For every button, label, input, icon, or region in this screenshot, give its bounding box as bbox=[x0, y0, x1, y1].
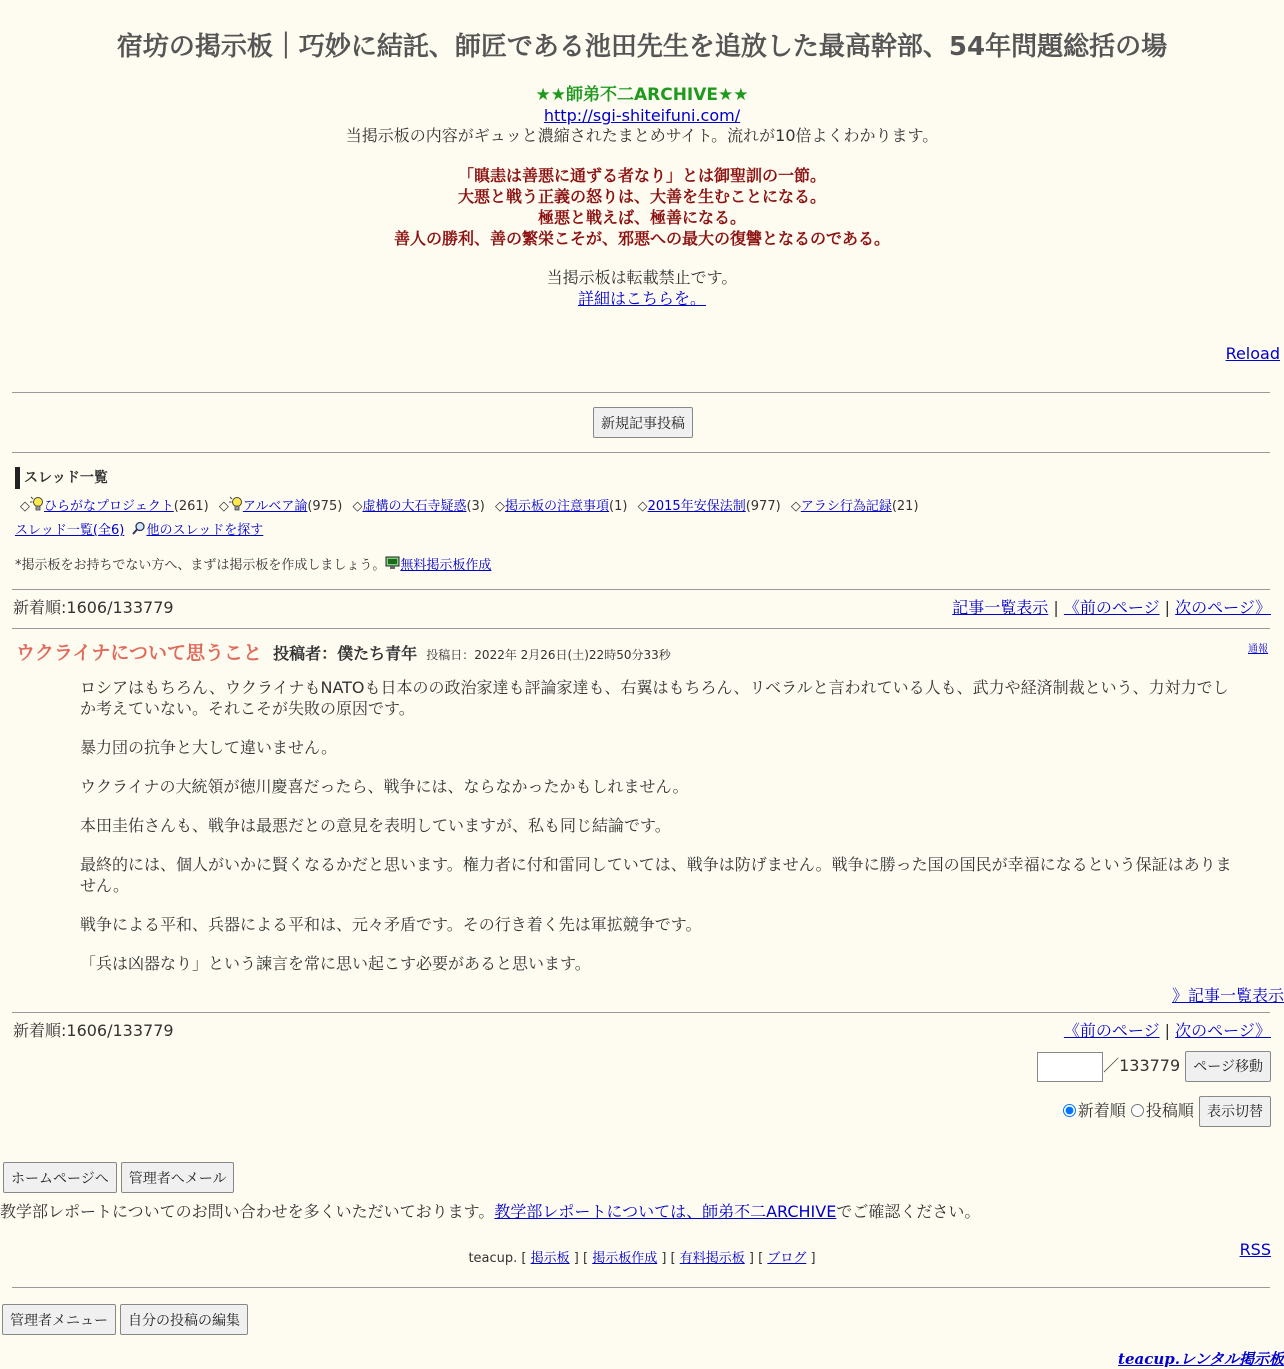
post-header bbox=[16, 641, 671, 667]
divider bbox=[12, 1012, 1270, 1013]
thread-actions bbox=[15, 521, 263, 541]
divider bbox=[12, 628, 1270, 629]
monitor-icon bbox=[385, 556, 400, 570]
teacup-brand-link[interactable]: teacup.レンタル掲示板 bbox=[1118, 1350, 1284, 1368]
thread-item: ◇ アルベア論(975) bbox=[219, 499, 342, 514]
thread-count: (21) bbox=[891, 499, 919, 514]
teacup-links: teacup. [ 掲示板 ] [ 掲示板作成 ] [ 有料掲示板 ] [ ブログ ] bbox=[468, 1251, 816, 1266]
inquiry-text-end: でご確認ください。 bbox=[836, 1202, 981, 1221]
page-total: ／133779 bbox=[1103, 1056, 1181, 1075]
thread-item: ◇虚構の大石寺疑惑(3) bbox=[352, 499, 485, 514]
inquiry-text: 教学部レポートについてのお問い合わせを多くいただいております。 bbox=[0, 1202, 495, 1221]
order-new-radio[interactable] bbox=[1063, 1104, 1076, 1117]
thread-link[interactable]: アラシ行為記録 bbox=[800, 499, 892, 514]
mail-admin-button[interactable]: 管理者へメール bbox=[121, 1162, 235, 1193]
reprint-notice: 当掲示板は転載禁止です。 bbox=[546, 268, 738, 287]
thread-item: ◇掲示板の注意事項(1) bbox=[495, 499, 628, 514]
quote-block bbox=[0, 165, 1284, 249]
thread-count: (977) bbox=[745, 499, 781, 514]
all-threads-link[interactable]: スレッド一覧(全6) bbox=[15, 523, 125, 538]
thread-link[interactable]: 2015年安保法制 bbox=[647, 499, 746, 514]
footer-buttons bbox=[3, 1162, 238, 1193]
separator: | bbox=[1164, 598, 1171, 617]
post-article-list-link[interactable]: 》記事一覧表示 bbox=[1171, 986, 1284, 1005]
archive-url-link[interactable]: http://sgi-shiteifuni.com/ bbox=[543, 106, 741, 125]
new-post-button[interactable]: 新規記事投稿 bbox=[593, 407, 693, 438]
reload-link[interactable]: Reload bbox=[1225, 344, 1280, 363]
divider bbox=[12, 589, 1270, 590]
prev-page-link[interactable]: 《前のページ bbox=[1063, 1021, 1160, 1040]
quote-line: 極悪と戦えば、極善になる。 bbox=[537, 208, 746, 227]
thread-item: ◇ ひらがなプロジェクト(261) bbox=[20, 499, 209, 514]
next-page-link[interactable]: 次のページ》 bbox=[1175, 1021, 1271, 1040]
thread-item: ◇2015年安保法制(977) bbox=[637, 499, 781, 514]
order-post-radio[interactable] bbox=[1131, 1104, 1144, 1117]
search-threads-link[interactable]: 他のスレッドを探す bbox=[146, 523, 264, 538]
teacup-paid-link[interactable]: 有料掲示板 bbox=[679, 1251, 745, 1266]
notice-details-link[interactable]: 詳細はこちらを。 bbox=[577, 289, 706, 308]
teacup-create-link[interactable]: 掲示板作成 bbox=[592, 1251, 658, 1266]
create-board-text: *掲示板をお持ちでない方へ、まずは掲示板を作成しましょう。 bbox=[15, 558, 386, 573]
thread-count: (3) bbox=[466, 499, 485, 514]
toggle-display-button[interactable]: 表示切替 bbox=[1199, 1096, 1271, 1127]
thread-link[interactable]: アルベア論 bbox=[242, 499, 308, 514]
divider bbox=[12, 1287, 1270, 1288]
nav-bar-top bbox=[13, 597, 1271, 619]
order-post-label: 投稿順 bbox=[1145, 1101, 1194, 1120]
article-list-link[interactable]: 記事一覧表示 bbox=[952, 598, 1049, 617]
quote-line: 大悪と戦う正義の怒りは、大善を生むことになる。 bbox=[457, 187, 826, 206]
post-date: 2022年 2月26日(土)22時50分33秒 bbox=[474, 648, 671, 662]
post-paragraph: 本田圭佑さんも、戦争は最悪だとの意見を表明していますが、私も同じ結論です。 bbox=[80, 816, 671, 835]
quote-line: 善人の勝利、善の繁栄こそが、邪悪への最大の復讐となるのである。 bbox=[393, 229, 890, 248]
thread-list-heading: スレッド一覧 bbox=[15, 467, 108, 489]
archive-description: 当掲示板の内容がギュッと濃縮されたまとめサイト。流れが10倍よくわかります。 bbox=[345, 126, 939, 145]
post-paragraph: 最終的には、個人がいかに賢くなるかだと思います。権力者に付和雷同していては、戦争は防げません。戦争に勝った国の国民が幸福になるという保証はありません。 bbox=[80, 855, 1232, 895]
divider bbox=[12, 392, 1270, 393]
page-number-input[interactable] bbox=[1037, 1052, 1103, 1082]
create-board-promo bbox=[15, 556, 491, 576]
thread-count: (975) bbox=[307, 499, 343, 514]
thread-count: (1) bbox=[609, 499, 628, 514]
teacup-board-link[interactable]: 掲示板 bbox=[530, 1251, 570, 1266]
post-position: 新着順:1606/133779 bbox=[13, 598, 174, 617]
rss-link[interactable]: RSS bbox=[1239, 1240, 1271, 1259]
thread-link[interactable]: ひらがなプロジェクト bbox=[44, 499, 174, 514]
inquiry-link[interactable]: 教学部レポートについては、師弟不二ARCHIVE bbox=[494, 1202, 837, 1221]
divider bbox=[12, 452, 1270, 453]
post-paragraph: 暴力団の抗争と大して違いません。 bbox=[80, 738, 337, 757]
post-body bbox=[80, 677, 1240, 992]
notice-block bbox=[0, 267, 1284, 309]
teacup-name: teacup. bbox=[468, 1251, 518, 1266]
thread-count: (261) bbox=[173, 499, 209, 514]
prev-page-link[interactable]: 《前のページ bbox=[1063, 598, 1160, 617]
magnifier-icon bbox=[132, 521, 146, 535]
inquiry-note bbox=[0, 1201, 980, 1222]
admin-buttons bbox=[2, 1304, 252, 1335]
author-label: 投稿者： bbox=[273, 644, 338, 663]
page-title: 宿坊の掲示板｜巧妙に結託、師匠である池田先生を追放した最高幹部、54年問題総括の場 bbox=[116, 32, 1168, 62]
separator: | bbox=[1164, 1021, 1171, 1040]
order-new-label: 新着順 bbox=[1077, 1101, 1126, 1120]
report-link[interactable]: 通報 bbox=[1248, 644, 1268, 655]
thread-link[interactable]: 掲示板の注意事項 bbox=[505, 499, 610, 514]
teacup-blog-link[interactable]: ブログ bbox=[767, 1251, 807, 1266]
separator: | bbox=[1053, 598, 1059, 617]
page-move-button[interactable]: ページ移動 bbox=[1185, 1051, 1271, 1082]
edit-own-post-button[interactable]: 自分の投稿の編集 bbox=[120, 1304, 248, 1335]
bulb-icon bbox=[30, 496, 44, 512]
admin-menu-button[interactable]: 管理者メニュー bbox=[2, 1304, 116, 1335]
thread-link[interactable]: 虚構の大石寺疑惑 bbox=[362, 499, 467, 514]
thread-item: ◇アラシ行為記録(21) bbox=[790, 499, 919, 514]
post-paragraph: 戦争による平和、兵器による平和は、元々矛盾です。その行き着く先は軍拡競争です。 bbox=[80, 915, 702, 934]
page-jump bbox=[1037, 1050, 1271, 1082]
date-label: 投稿日： bbox=[426, 648, 475, 662]
post-subject: ウクライナについて思うこと bbox=[16, 642, 263, 664]
homepage-button[interactable]: ホームページへ bbox=[3, 1162, 117, 1193]
nav-bar-bottom bbox=[13, 1020, 1271, 1042]
order-selector bbox=[1063, 1095, 1271, 1127]
post-paragraph: ウクライナの大統領が徳川慶喜だったら、戦争には、ならなかったかもしれません。 bbox=[80, 777, 689, 796]
post-paragraph: ロシアはもちろん、ウクライナもNATOも日本のの政治家達も評論家達も、右翼はもちろん、リベラルと言われている人も、武力や経済制裁という、力対力でしか考えていない。それこそが失敗の原因です。 bbox=[80, 678, 1229, 718]
next-page-link[interactable]: 次のページ》 bbox=[1175, 598, 1271, 617]
post-paragraph: 「兵は凶器なり」という諫言を常に思い起こす必要があると思います。 bbox=[80, 954, 591, 973]
thread-list bbox=[20, 496, 925, 517]
quote-line: 「瞋恚は善悪に通ずる者なり」とは御聖訓の一節。 bbox=[457, 166, 826, 185]
post-position: 新着順:1606/133779 bbox=[13, 1021, 174, 1040]
archive-title: ★★師弟不二ARCHIVE★★ bbox=[535, 85, 749, 105]
bulb-icon bbox=[229, 496, 243, 512]
create-board-link[interactable]: 無料掲示板作成 bbox=[400, 558, 492, 573]
post-author: 僕たち青年 bbox=[337, 644, 418, 663]
